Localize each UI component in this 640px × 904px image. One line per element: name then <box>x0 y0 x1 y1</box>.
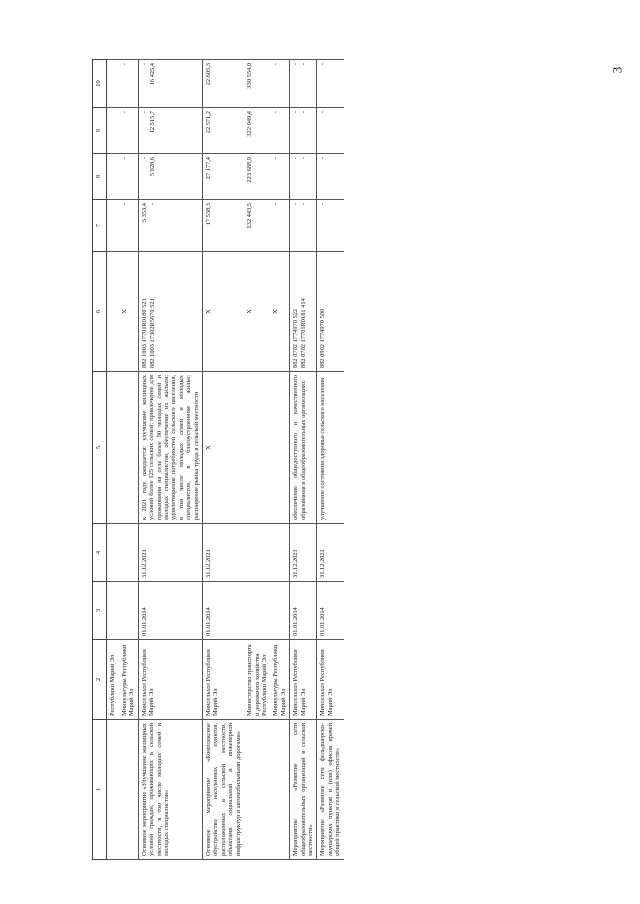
cell-col-4 <box>270 524 289 582</box>
amount-value: 322 049,4 <box>246 111 254 137</box>
amount-value: - <box>272 63 280 66</box>
cell-col-4: 31.12.2021 <box>290 524 317 582</box>
amount-value: 27 177,4 <box>205 157 213 180</box>
cell-col-1 <box>107 720 120 860</box>
amount-value: 5 928,6 <box>148 157 156 177</box>
cell-col-1 <box>119 720 138 860</box>
amount-value: 22 605,3 <box>205 63 213 86</box>
budget-table <box>92 59 344 860</box>
amount-value: - <box>121 157 128 160</box>
amount-value: - <box>121 111 128 114</box>
amount-value <box>109 203 117 248</box>
cell-col-6 <box>290 252 317 372</box>
cell-col-6 <box>270 252 289 372</box>
cell-col-5 <box>244 372 270 524</box>
cell-col-9 <box>270 108 289 154</box>
cell-col-5 <box>270 372 289 524</box>
cell-col-6 <box>138 252 202 372</box>
column-header-3: 3 <box>93 582 107 640</box>
cell-col-9 <box>244 108 270 154</box>
cell-col-7 <box>270 200 289 252</box>
cell-col-8 <box>107 154 120 200</box>
cell-col-5 <box>119 372 138 524</box>
amount-value: - <box>292 157 300 160</box>
budget-code: 882 1003 17701R0180 521 <box>140 298 148 368</box>
cell-col-6 <box>203 252 245 372</box>
cell-col-10 <box>203 60 245 108</box>
cell-col-10 <box>290 60 317 108</box>
amount-value: - <box>319 63 327 66</box>
table-row <box>270 60 289 860</box>
amount-value: - <box>272 157 280 160</box>
amount-value: - <box>300 203 308 206</box>
cell-col-10 <box>317 60 344 108</box>
amount-value: 16 425,4 <box>148 63 156 86</box>
cell-col-1: Основное мероприятие «Комплексное обустройство населенных пунктов, расположенных в сельской местности, объектами социальной и инженерной инфраструктур и автомобильными дорогами» <box>203 720 245 860</box>
column-header-5: 5 <box>93 372 107 524</box>
amount-value: 17 538,3 <box>205 203 213 226</box>
cell-col-2: Министерство транспорта и дорожного хозяйства Республики Марий Эл <box>244 640 270 720</box>
amount-value: - <box>272 111 280 114</box>
cell-col-2: Минсельхоз Республики Марий Эл <box>290 640 317 720</box>
cell-col-7 <box>138 200 202 252</box>
cell-col-9 <box>138 108 202 154</box>
amount-value: 5 353,4 <box>140 203 148 223</box>
cell-col-2: Минкультуры Республики Марий Эл <box>119 640 138 720</box>
column-header-4: 4 <box>93 524 107 582</box>
amount-value: - <box>140 63 148 66</box>
column-header-10: 10 <box>93 60 107 108</box>
cell-col-6 <box>107 252 120 372</box>
amount-value: - <box>292 63 300 66</box>
cell-col-8 <box>138 154 202 200</box>
header-row <box>93 60 107 860</box>
amount-value: - <box>292 111 300 114</box>
cell-col-8 <box>290 154 317 200</box>
amount-value: 232 443,5 <box>246 203 254 229</box>
cell-col-1: Мероприятие «Развитие сети общеобразовательных организаций в сельской местности» <box>290 720 317 860</box>
cell-col-9 <box>203 108 245 154</box>
cell-col-8 <box>119 154 138 200</box>
cell-col-4 <box>244 524 270 582</box>
table-row <box>290 60 317 860</box>
cell-col-3 <box>244 582 270 640</box>
cell-col-6 <box>317 252 344 372</box>
cell-col-3: 01.01.2014 <box>290 582 317 640</box>
page-number: 3 <box>609 66 625 74</box>
amount-value: - <box>140 157 148 160</box>
amount-value: 22 571,2 <box>205 111 213 134</box>
cell-col-6 <box>244 252 270 372</box>
cell-col-5: X <box>203 372 245 524</box>
cell-col-4 <box>107 524 120 582</box>
amount-value: - <box>121 63 128 66</box>
column-header-2: 2 <box>93 640 107 720</box>
cell-col-8 <box>244 154 270 200</box>
table-row <box>203 60 245 860</box>
cell-col-4: 31.12.2021 <box>203 524 245 582</box>
amount-value: - <box>319 157 327 160</box>
budget-code: 882 1003 17302R5670 521 <box>148 298 156 368</box>
table-row <box>119 60 138 860</box>
budget-code: 882 0702 17701R0181 414 <box>300 298 308 368</box>
cell-col-7 <box>317 200 344 252</box>
cell-col-2: Минкультуры Республики Марий Эл <box>270 640 289 720</box>
cell-col-1: Мероприятие «Развитие сети фельдшерско-акушерских пунктов и (или) офисов врачей общей практики в сельской местности» <box>317 720 344 860</box>
amount-value: 330 554,0 <box>246 63 254 89</box>
cell-col-2: Республики Марий Эл <box>107 640 120 720</box>
amount-value: - <box>300 157 308 160</box>
cell-col-5: обеспечение общедоступного и качественного образования в общеобразовательных организациях <box>290 372 317 524</box>
cell-col-5: улучшение состояния здоровья сельского населения <box>317 372 344 524</box>
cell-col-3 <box>270 582 289 640</box>
cell-col-5: к 2021 году ожидается: улучшение жилищных условий более 125 сельских семей; привлечение для проживания на селе более 90 молодых семей и молодых специалистов, обеспечение их жильем; удовлетворение потребностей сельского населения, в том числе молодых семей и молодых специалистов, в благоустроенном жилье; расширение рынка труда в сельской местности <box>138 372 202 524</box>
cell-col-8 <box>317 154 344 200</box>
budget-code <box>109 255 117 368</box>
cell-col-6 <box>119 252 138 372</box>
amount-value: - <box>121 203 128 206</box>
column-header-1: 1 <box>93 720 107 860</box>
cell-col-3: 01.01.2014 <box>203 582 245 640</box>
budget-code: X <box>205 309 213 314</box>
cell-col-10 <box>270 60 289 108</box>
column-header-6: 6 <box>93 252 107 372</box>
cell-col-3 <box>107 582 120 640</box>
amount-value: - <box>148 203 156 206</box>
amount-value: - <box>140 111 148 114</box>
column-header-9: 9 <box>93 108 107 154</box>
table-body <box>107 60 344 860</box>
amount-value: - <box>319 111 327 114</box>
cell-col-1 <box>244 720 270 860</box>
cell-col-9 <box>119 108 138 154</box>
amount-value: - <box>300 63 308 66</box>
cell-col-2: Минсельхоз Республики Марий Эл <box>138 640 202 720</box>
cell-col-1 <box>270 720 289 860</box>
amount-value: 223 688,9 <box>246 157 254 183</box>
cell-col-5 <box>107 372 120 524</box>
budget-code: 882 0702 1774970 522 <box>292 308 300 368</box>
cell-col-10 <box>107 60 120 108</box>
cell-col-4: 31.12.2021 <box>138 524 202 582</box>
cell-col-8 <box>270 154 289 200</box>
cell-col-4 <box>119 524 138 582</box>
budget-code: X <box>246 309 254 314</box>
amount-value <box>109 157 117 196</box>
cell-col-10 <box>244 60 270 108</box>
cell-col-3: 01.01.2014 <box>317 582 344 640</box>
table-row <box>107 60 120 860</box>
cell-col-2: Минсельхоз Республики Марий Эл <box>203 640 245 720</box>
cell-col-1: Основное мероприятие «Улучшение жилищных условий граждан, проживающих в сельской местности, в том числе молодых семей и молодых специалистов» <box>138 720 202 860</box>
cell-col-9 <box>290 108 317 154</box>
cell-col-7 <box>107 200 120 252</box>
amount-value: - <box>292 203 300 206</box>
table-row <box>317 60 344 860</box>
cell-col-10 <box>138 60 202 108</box>
cell-col-7 <box>203 200 245 252</box>
budget-code: X <box>121 309 128 314</box>
amount-value <box>109 63 117 104</box>
amount-value: 12 515,7 <box>148 111 156 134</box>
cell-col-9 <box>107 108 120 154</box>
column-header-8: 8 <box>93 154 107 200</box>
cell-col-7 <box>244 200 270 252</box>
amount-value: - <box>300 111 308 114</box>
rotated-table-container <box>92 60 628 860</box>
table-row <box>138 60 202 860</box>
cell-col-4: 31.12.2021 <box>317 524 344 582</box>
cell-col-9 <box>317 108 344 154</box>
cell-col-3 <box>119 582 138 640</box>
amount-value: - <box>272 203 280 206</box>
budget-code: 882 0902 1774970 500 <box>319 308 327 368</box>
column-header-7: 7 <box>93 200 107 252</box>
cell-col-7 <box>290 200 317 252</box>
table-row <box>244 60 270 860</box>
cell-col-7 <box>119 200 138 252</box>
cell-col-3: 01.01.2014 <box>138 582 202 640</box>
cell-col-2: Минсельхоз Республики Марий Эл <box>317 640 344 720</box>
cell-col-10 <box>119 60 138 108</box>
amount-value: - <box>319 203 327 206</box>
amount-value <box>109 111 117 150</box>
budget-code: X <box>272 309 280 314</box>
cell-col-8 <box>203 154 245 200</box>
